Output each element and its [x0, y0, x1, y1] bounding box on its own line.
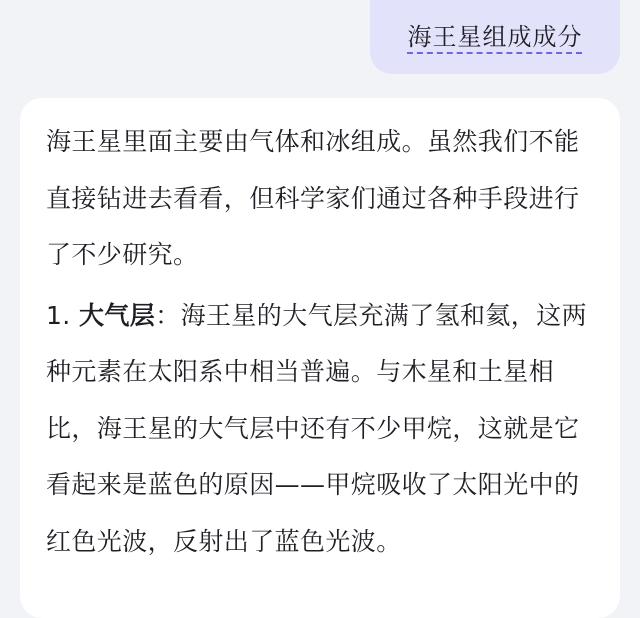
list-item-number: 1.: [46, 300, 79, 330]
assistant-intro-paragraph: 海王星里面主要由气体和冰组成。虽然我们不能直接钻进去看看，但科学家们通过各种手段进行了不少研究。: [46, 127, 580, 269]
user-message-bubble: [370, 0, 620, 74]
assistant-message-bubble: [20, 98, 620, 618]
assistant-list-item: [46, 288, 592, 571]
list-item-body: 海王星的大气层充满了氢和氦，这两种元素在太阳系中相当普遍。与木星和土星相比，海王星的大气层中还有不少甲烷，这就是它看起来是蓝色的原因——甲烷吸收了太阳光中的红色光波，反射出了蓝色光波。: [46, 300, 588, 556]
list-item-separator: ：: [155, 300, 181, 330]
user-message-text[interactable]: 海王星组成成分: [407, 23, 583, 51]
list-item-title: 大气层: [79, 300, 156, 330]
